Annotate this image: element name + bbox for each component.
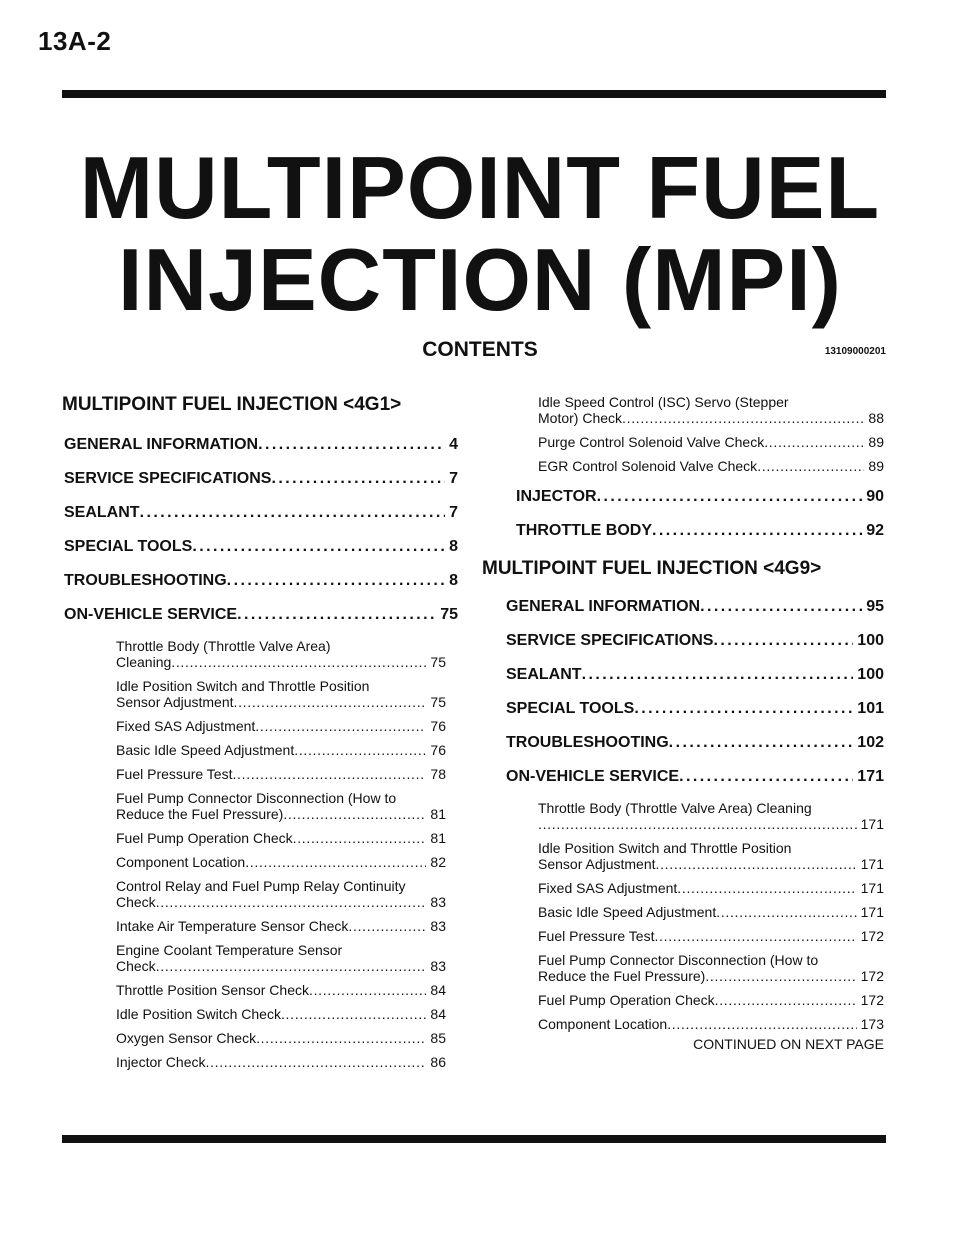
toc-minor-entry[interactable]: Component Location . . . 173: [538, 1016, 884, 1032]
toc-major-entry[interactable]: SEALANT . . . 100: [506, 666, 884, 684]
bottom-rule: [62, 1135, 886, 1143]
toc-minor-entry[interactable]: Fuel Pump Operation Check . . . 172: [538, 992, 884, 1008]
toc-left-column: [62, 394, 458, 1070]
toc-major-entry[interactable]: SERVICE SPECIFICATIONS . . . 100: [506, 632, 884, 650]
toc-minor-entry[interactable]: Injector Check . . . 86: [116, 1054, 446, 1070]
title-line-2: INJECTION (MPI): [118, 230, 842, 329]
toc-minor-entry[interactable]: Oxygen Sensor Check . . . 85: [116, 1030, 446, 1046]
toc-minor-entry[interactable]: Throttle Body (Throttle Valve Area) Cleaning . . . 75: [116, 638, 446, 670]
toc-minor-entry[interactable]: Fuel Pump Connector Disconnection (How to Reduce the Fuel Pressure) . . . 172: [538, 952, 884, 984]
toc-major-entry[interactable]: ON-VEHICLE SERVICE . . . 171: [506, 768, 884, 786]
toc-minor-entry[interactable]: EGR Control Solenoid Valve Check . . . 89: [538, 458, 884, 474]
page-number: 13A-2: [38, 26, 112, 56]
contents-heading: CONTENTS: [422, 338, 538, 361]
continued-note: CONTINUED ON NEXT PAGE: [693, 1036, 884, 1052]
section-title-4g1: MULTIPOINT FUEL INJECTION <4G1>: [62, 394, 402, 415]
toc-minor-entry[interactable]: Throttle Body (Throttle Valve Area) Cleaning . . . 171: [538, 800, 884, 832]
toc-minor-entry[interactable]: Intake Air Temperature Sensor Check . . . 83: [116, 918, 446, 934]
toc-minor-entry[interactable]: Fuel Pressure Test . . . 78: [116, 766, 446, 782]
toc-minor-entry[interactable]: Basic Idle Speed Adjustment . . . 76: [116, 742, 446, 758]
toc-major-entry[interactable]: SPECIAL TOOLS . . . 101: [506, 700, 884, 718]
document-code: 13109000201: [824, 346, 886, 357]
toc-major-entry[interactable]: TROUBLESHOOTING . . . 102: [506, 734, 884, 752]
title-line-1: MULTIPOINT FUEL: [79, 138, 881, 237]
toc-major-entry[interactable]: SEALANT . . . 7: [64, 504, 458, 522]
toc-minor-entry[interactable]: Fixed SAS Adjustment . . . 171: [538, 880, 884, 896]
toc-major-entry[interactable]: ON-VEHICLE SERVICE . . . 75: [64, 606, 458, 624]
top-rule: [62, 90, 886, 98]
toc-major-entry[interactable]: THROTTLE BODY . . . 92: [516, 522, 884, 540]
toc-major-entry[interactable]: SERVICE SPECIFICATIONS . . . 7: [64, 470, 458, 488]
toc-minor-entry[interactable]: Basic Idle Speed Adjustment . . . 171: [538, 904, 884, 920]
toc-major-entry[interactable]: GENERAL INFORMATION . . . 95: [506, 598, 884, 616]
toc-minor-entry[interactable]: Fixed SAS Adjustment . . . 76: [116, 718, 446, 734]
toc-right-column: [482, 394, 888, 1052]
toc-minor-entry[interactable]: Idle Speed Control (ISC) Servo (Stepper Motor) Check . . . 88: [538, 394, 884, 426]
toc-minor-entry[interactable]: Component Location . . . 82: [116, 854, 446, 870]
toc-minor-entry[interactable]: Fuel Pressure Test . . . 172: [538, 928, 884, 944]
toc-major-entry[interactable]: GENERAL INFORMATION . . . 4: [64, 436, 458, 454]
toc-minor-entry[interactable]: Idle Position Switch Check . . . 84: [116, 1006, 446, 1022]
toc-minor-entry[interactable]: Control Relay and Fuel Pump Relay Continuity Check . . . 83: [116, 878, 446, 910]
toc-minor-entry[interactable]: Fuel Pump Operation Check . . . 81: [116, 830, 446, 846]
section-title-4g9: MULTIPOINT FUEL INJECTION <4G9>: [482, 558, 822, 579]
toc-minor-entry[interactable]: Purge Control Solenoid Valve Check . . . 89: [538, 434, 884, 450]
toc-minor-entry[interactable]: Engine Coolant Temperature Sensor Check . . . 83: [116, 942, 446, 974]
toc-major-entry[interactable]: INJECTOR . . . 90: [516, 488, 884, 506]
toc-minor-entry[interactable]: Idle Position Switch and Throttle Position Sensor Adjustment . . . 75: [116, 678, 446, 710]
toc-minor-entry[interactable]: Idle Position Switch and Throttle Position Sensor Adjustment . . . 171: [538, 840, 884, 872]
page-title: [0, 138, 960, 329]
toc-major-entry[interactable]: TROUBLESHOOTING . . . 8: [64, 572, 458, 590]
toc-major-entry[interactable]: SPECIAL TOOLS . . . 8: [64, 538, 458, 556]
toc-minor-entry[interactable]: Throttle Position Sensor Check . . . 84: [116, 982, 446, 998]
toc-minor-entry[interactable]: Fuel Pump Connector Disconnection (How to Reduce the Fuel Pressure) . . . 81: [116, 790, 446, 822]
